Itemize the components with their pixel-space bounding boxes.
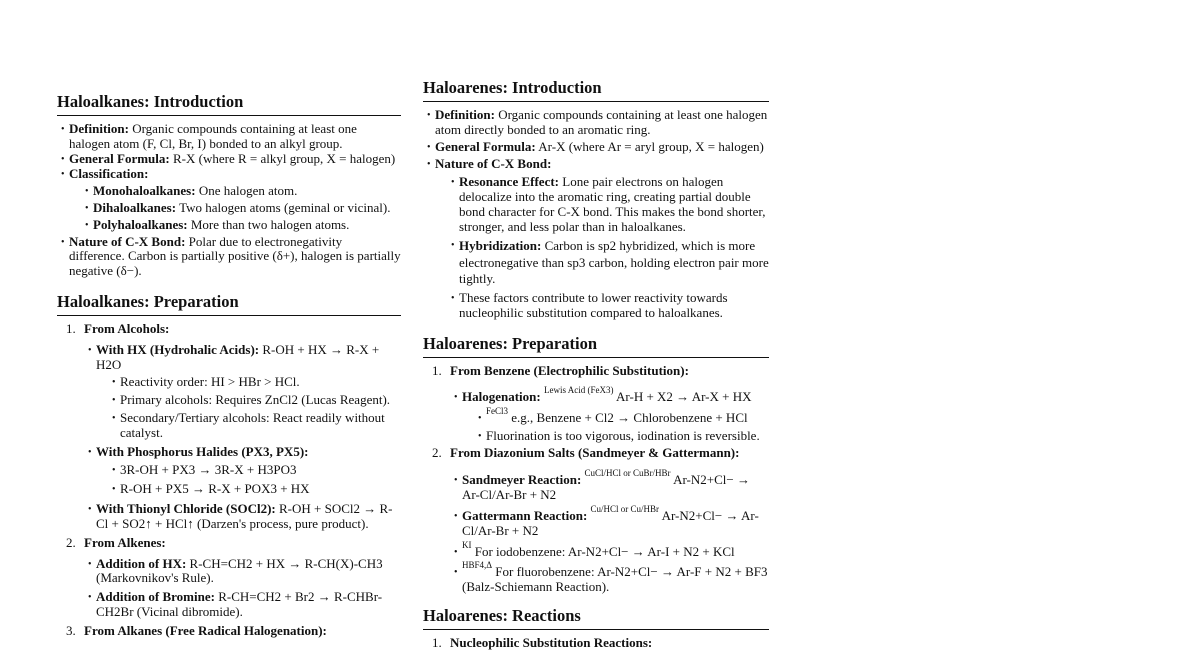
item-label: Nucleophilic Substitution Reactions: [450, 635, 653, 651]
list-item [57, 167, 401, 233]
item-label: Addition of Bromine: [96, 589, 215, 605]
list-item [81, 201, 401, 216]
item-label: Classification: [69, 165, 149, 181]
item-text: Polar due to electronegativity difference. Carbon is partially positive (δ+), halogen is partially negative (δ−). [69, 233, 401, 279]
item-text: Two halogen atoms (geminal or vicinal). [179, 199, 391, 215]
haloalkanes-prep-list [57, 322, 401, 639]
item-text: One halogen atom. [198, 182, 298, 198]
item-label: From Alkanes (Free Radical Halogenation): [84, 623, 327, 639]
numbered-item: 2. From Diazonium Salts (Sandmeyer & Gattermann): • Sandmeyer Reaction: $^{CuCl/HCl or CuBr/HBr}$ Ar-N2+Cl− → Ar-Cl/Ar-Br + N2 • Gattermann Reaction: $^{Cu/HCl or Cu/HBr}$ Ar-N2+Cl− → Ar-Cl/Ar-Br + N2 • $^{KI}$ For iodobenzene: Ar-N2+Cl− → Ar-I + N2 + KCl • $^{HBF4,\Delta}$ For fluorobenzene: Ar-N2+Cl− → Ar-F + N2 + BF3 (Balz-Schiemann Reaction). [423, 446, 769, 596]
reagent-label: Cu/HCl or Cu/HBr [590, 503, 660, 514]
list-item [81, 218, 401, 233]
list-item [84, 343, 401, 441]
item-label: Nature of C-X Bond: [69, 233, 186, 249]
item-label: Monohaloalkanes: [93, 182, 196, 198]
item-label: From Benzene (Electrophilic Substitution): [450, 363, 689, 379]
section-title-haloarenes-reactions: Haloarenes: Reactions [423, 607, 769, 630]
numbered-item: 3. From Alkanes (Free Radical Halogenation): [66, 623, 327, 639]
item-text: R-OH + SOCl2 → R-Cl + SO2↑ + HCl↑ (Darzen's process, pure product). [96, 500, 393, 531]
list-item [57, 235, 401, 280]
item-label: Sandmeyer Reaction: [462, 471, 582, 487]
reagent-label: HBF4,Δ [462, 560, 493, 571]
reagent-label: FeCl3 [486, 405, 509, 416]
list-item: • Fluorination is too vigorous, iodination is reversible. [474, 429, 769, 444]
item-text: R-X (where R = alkyl group, X = halogen) [172, 150, 396, 166]
item-label: From Alcohols: [84, 321, 170, 337]
item-text: R-CH=CH2 + HX → R-CH(X)-CH3 (Markovnikov's Rule). [96, 555, 383, 586]
item-label: Halogenation: [462, 389, 541, 404]
list-item [57, 152, 401, 167]
item-text: R-CH=CH2 + Br2 → R-CHBr-CH2Br (Vicinal dibromide). [96, 589, 383, 620]
list-item [84, 590, 401, 620]
list-item: • 3R-OH + PX3 → 3R-X + H3PO3 [108, 463, 401, 478]
list-item [423, 157, 769, 321]
item-text: Ar-N2+Cl− → Ar-Cl/Ar-Br + N2 [462, 471, 750, 502]
item-text: Ar-H + X2 → Ar-X + HX [616, 389, 752, 404]
item-text: More than two halogen atoms. [190, 216, 350, 232]
item-text: Ar-N2+Cl− → Ar-Cl/Ar-Br + N2 [462, 507, 759, 538]
section-title-haloarenes-intro: Haloarenes: Introduction [423, 79, 769, 102]
item-text: e.g., Benzene + Cl2 → Chlorobenzene + HCl [511, 409, 748, 425]
left-column [57, 93, 401, 639]
haloarenes-intro-list [423, 108, 769, 321]
item-text: For iodobenzene: Ar-N2+Cl− → Ar-I + N2 + KCl [474, 543, 735, 559]
haloarenes-prep-list [423, 364, 769, 595]
list-item [81, 184, 401, 199]
list-item [474, 405, 769, 426]
item-label: General Formula: [435, 138, 536, 154]
list-item [447, 238, 769, 287]
list-item [423, 140, 769, 155]
section-title-haloalkanes-prep: Haloalkanes: Preparation [57, 293, 401, 316]
list-item [450, 503, 769, 539]
item-text: For fluorobenzene: Ar-N2+Cl− → Ar-F + N2 + BF3 (Balz-Schiemann Reaction). [462, 564, 768, 595]
list-item: • Primary alcohols: Requires ZnCl2 (Lucas Reagent). [108, 393, 401, 408]
list-item [57, 122, 401, 152]
item-label: Addition of HX: [96, 555, 187, 571]
list-item: • These factors contribute to lower reactivity towards nucleophilic substitution compared to haloalkanes. [447, 291, 769, 321]
haloarenes-reactions-list [423, 636, 769, 651]
numbered-item: 1. Nucleophilic Substitution Reactions: [432, 635, 653, 651]
item-label: Hybridization: [459, 238, 542, 254]
item-label: Definition: [69, 120, 129, 136]
item-label: With Phosphorus Halides (PX3, PX5): [96, 443, 309, 459]
item-text: Carbon is sp2 hybridized, which is more electronegative than sp3 carbon, holding electron pair more tightly. [459, 238, 769, 286]
item-text: Organic compounds containing at least one halogen atom (F, Cl, Br, I) bonded to an alkyl group. [69, 120, 357, 151]
section-title-haloalkanes-intro: Haloalkanes: Introduction [57, 93, 401, 116]
item-text: R-OH + HX → R-X + H2O [96, 342, 380, 373]
reagent-label: CuCl/HCl or CuBr/HBr [584, 467, 671, 478]
item-label: With HX (Hydrohalic Acids): [96, 342, 260, 358]
reagent-label: Lewis Acid (FeX3) [543, 385, 614, 395]
numbered-item: 2. From Alkenes: • Addition of HX: R-CH=CH2 + HX → R-CH(X)-CH3 (Markovnikov's Rule). • Addition of Bromine: R-CH=CH2 + Br2 → R-CHBr-CH2Br (Vicinal dibromide). [57, 536, 401, 621]
list-item [450, 539, 769, 560]
list-item: • Reactivity order: HI > HBr > HCl. [108, 375, 401, 390]
item-text: Organic compounds containing at least one halogen atom directly bonded to an aromatic ring. [435, 106, 768, 137]
haloalkanes-intro-list [57, 122, 401, 279]
item-label: Nature of C-X Bond: [435, 155, 552, 171]
list-item [423, 108, 769, 138]
section-title-haloarenes-prep: Haloarenes: Preparation [423, 335, 769, 358]
item-label: From Diazonium Salts (Sandmeyer & Gattermann): [450, 444, 740, 460]
item-label: With Thionyl Chloride (SOCl2): [96, 500, 276, 516]
list-item [450, 467, 769, 503]
list-item [84, 557, 401, 587]
reagent-label: KI [462, 539, 472, 550]
list-item: • R-OH + PX5 → R-X + POX3 + HX [108, 482, 401, 497]
item-text: Ar-X (where Ar = aryl group, X = halogen) [538, 138, 764, 154]
numbered-item: 1. From Alcohols: • With HX (Hydrohalic Acids): R-OH + HX → R-X + H2O • Reactivity order: HI > HBr > HCl. • Primary alcohols: Requires ZnCl2 (Lucas Reagent). • Secondary/Tertiary alcohols: React readily without catalyst. • With Phosphorus Halides (PX3, PX5): • 3R-OH + PX3 → 3R-X + H3PO3 • R-OH + PX5 → R-X + POX3 + HX • With Thionyl Chloride (SOCl2): R-OH + SOCl2 → R-Cl + SO2↑ + HCl↑ (Darzen's process, pure product). [57, 322, 401, 531]
list-item [447, 175, 769, 235]
list-item [84, 445, 401, 497]
item-text: Lone pair electrons on halogen delocalize into the aromatic ring, creating partial double bond character for C-X bond. This makes the bond shorter, stronger, and less polar than in haloalkanes. [459, 173, 766, 234]
list-item: • Secondary/Tertiary alcohols: React readily without catalyst. [108, 411, 401, 441]
item-label: Gattermann Reaction: [462, 507, 588, 523]
right-column [423, 79, 769, 651]
item-label: General Formula: [69, 150, 170, 166]
numbered-item: 1. From Benzene (Electrophilic Substitution): • Halogenation: $^{Lewis Acid (FeX3)}$ Ar-H + X2 → Ar-X + HX • $^{FeCl3}$ e.g., Benzene + Cl2 → Chlorobenzene + HCl • Fluorination is too vigorous, iodination is reversible. [423, 364, 769, 444]
list-item [450, 385, 769, 444]
item-label: Dihaloalkanes: [93, 199, 177, 215]
list-item [84, 502, 401, 532]
item-label: From Alkenes: [84, 534, 166, 550]
list-item [450, 560, 769, 595]
item-label: Resonance Effect: [459, 173, 559, 189]
item-label: Polyhaloalkanes: [93, 216, 188, 232]
item-label: Definition: [435, 106, 495, 122]
